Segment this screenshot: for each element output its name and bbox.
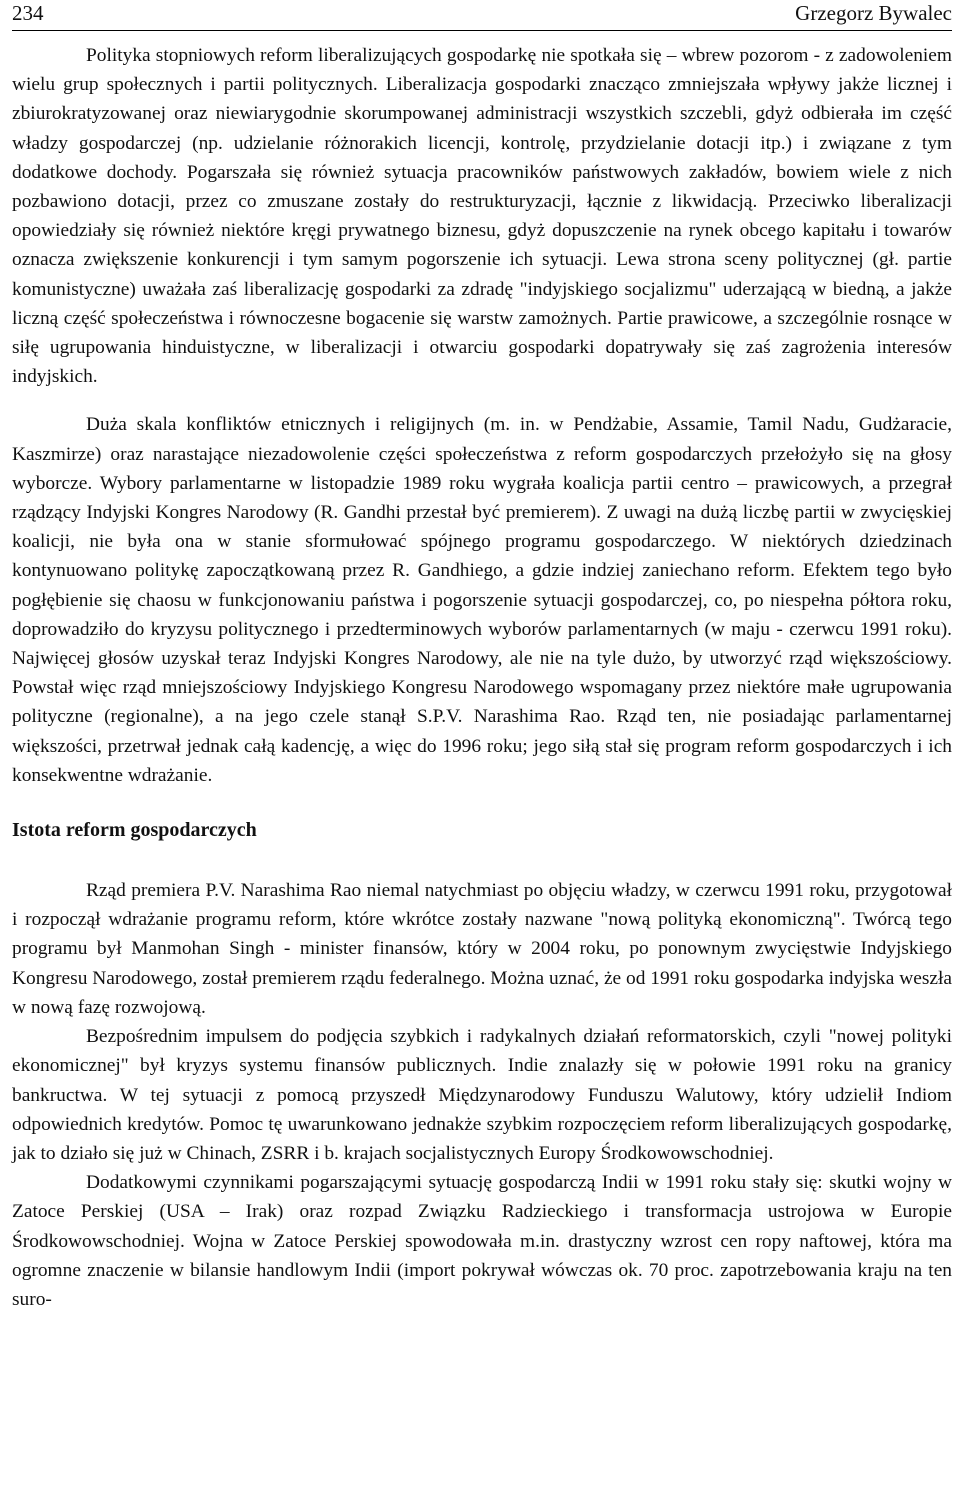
- running-header-author: Grzegorz Bywalec: [795, 1, 952, 25]
- running-header: [12, 0, 952, 31]
- paragraph-rao-reforms: Rząd premiera P.V. Narashima Rao niemal natychmiast po objęciu władzy, w czerwcu 1991 roku, przygotował i rozpoczął wdrażanie programu reform, które wkrótce zostały nazwane "nową polityką ekonomiczną". Twórcą tego programu był Manmohan Singh - minister finansów, który w 2004 roku, po ponownym zwycięstwie Indyjskiego Kongresu Narodowego, został premierem rządu federalnego. Można uznać, że od 1991 roku gospodarka indyjska weszła w nową fazę rozwojową.: [12, 880, 952, 1018]
- page-number: 234: [12, 1, 44, 25]
- paragraph-additional-factors: Dodatkowymi czynnikami pogarszającymi sytuację gospodarczą Indii w 1991 roku stały się: skutki wojny w Zatoce Perskiej (USA – Irak) oraz rozpad Związku Radzieckiego i transformacja ustrojowa w Europie Środkowowschodniej. Wojna w Zatoce Perskiej spowodowała m.in. drastyczny wzrost cen ropy naftowej, która ma ogromne znaczenie w bilansie handlowym Indii (import pokrywał wówczas ok. 70 proc. zapotrzebowania kraju na ten suro-: [12, 1172, 952, 1310]
- paragraph-liberalization-opposition: Polityka stopniowych reform liberalizujących gospodarkę nie spotkała się – wbrew pozorom - z zadowoleniem wielu grup społecznych i partii politycznych. Liberalizacja gospodarki znacząco zmniejszała wpływy jakże licznej i zbiurokratyzowanej oraz niewiarygodnie skorumpowanej administracji wszystkich szczebli, gdyż odbierała im część władzy gospodarczej (np. udzielanie różnorakich licencji, kontrolę, przydzielanie dotacji itp.) i związane z tym dodatkowe dochody. Pogarszała się również sytuacja pracowników państwowych zakładów, bowiem wiele z nich pozbawiono dotacji, przez co zmuszane zostały do restrukturyzacji, łącznie z likwidacją. Przeciwko liberalizacji opowiedziały się również niektóre kręgi prywatnego biznesu, gdyż dopuszczenie na rynek obcego kapitału i towarów oznacza zwiększenie konkurencji i tym samym pogorszenie ich sytuacji. Lewa strona sceny politycznej (gł. partie komunistyczne) uważała zaś liberalizację gospodarki za zdradę "indyjskiego socjalizmu" uderzającą w biedną, a jakże liczną część społeczeństwa i równoczesne bogacenie się warstw zamożnych. Partie prawicowe, a szczególnie rosnące w siłę ugrupowania hinduistyczne, w liberalizacji i otwarciu gospodarki dopatrywały się zaś zagrożenia interesów indyjskich.: [12, 45, 952, 388]
- section-heading: Istota reform gospodarczych: [12, 819, 257, 842]
- paragraph-financial-crisis: Bezpośrednim impulsem do podjęcia szybkich i radykalnych działań reformatorskich, czyli "nowej polityki ekonomicznej" był kryzys systemu finansów publicznych. Indie znalazły się w połowie 1991 roku na granicy bankructwa. W tej sytuacji z pomocą przyszedł Międzynarodowy Funduszu Walutowy, który udzielił Indiom odpowiednich kredytów. Pomoc tę uwarunkowano jednakże szybkim rozpoczęciem reform liberalizujących gospodarkę, jak to działo się już w Chinach, ZSRR i b. krajach socjalistycznych Europy Środkowowschodniej.: [12, 1026, 952, 1164]
- paragraph-elections-1989-1991: Duża skala konfliktów etnicznych i religijnych (m. in. w Pendżabie, Assamie, Tamil Nadu, Gudżaracie, Kaszmirze) oraz narastające niezadowolenie części społeczeństwa z reform gospodarczych przełożyło się na głosy wyborcze. Wybory parlamentarne w listopadzie 1989 roku wygrała koalicja partii centro – prawicowych, a przegrał rządzący Indyjski Kongres Narodowy (R. Gandhi przestał być premierem). Z uwagi na dużą liczbę partii w zwycięskiej koalicji, nie była ona w stanie sformułować spójnego programu gospodarczego. W niektórych dziedzinach kontynuowano politykę zapoczątkowaną przez R. Gandhiego, a gdzie indziej zaniechano reform. Efektem tego było pogłębienie się chaosu w funkcjonowaniu państwa i pogorszenie sytuacji gospodarczej, co, po niespełna półtora roku, doprowadziło do kryzysu politycznego i przedterminowych wyborów parlamentarnych (w maju - czerwcu 1991 roku). Najwięcej głosów uzyskał teraz Indyjski Kongres Narodowy, ale nie na tyle dużo, by utworzyć rząd większościowy. Powstał więc rząd mniejszościowy Indyjskiego Kongresu Narodowego wspomagany przez niektóre małe ugrupowania polityczne (regionalne), a na jego czele stanął S.P.V. Narashima Rao. Rząd ten, nie posiadając parlamentarnej większości, przetrwał jednak całą kadencję, a więc do 1996 roku; jego siłą stał się program reform gospodarczych i ich konsekwentne wdrażanie.: [12, 414, 952, 786]
- body-text: [12, 41, 952, 1314]
- document-page: [12, 0, 952, 1314]
